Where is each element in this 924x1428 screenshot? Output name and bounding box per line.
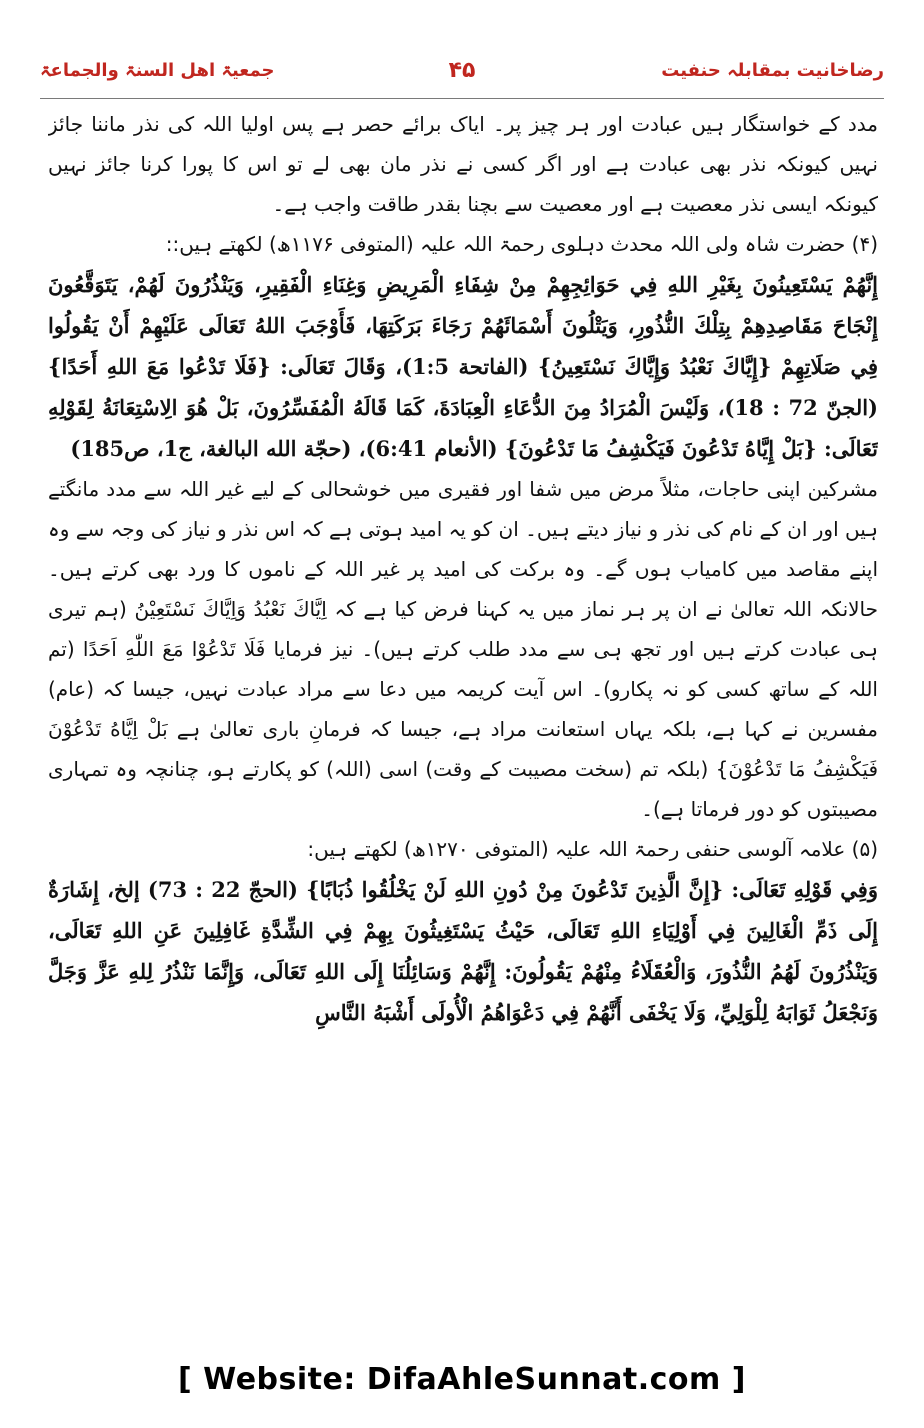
website-footer: [ Website: DifaAhleSunnat.com ] xyxy=(178,1362,746,1397)
header-divider xyxy=(40,98,884,99)
quote-arabic-alusi: وَفِي قَوْلِهِ تَعَالَى: {إِنَّ الَّذِينَ تَدْعُونَ مِنْ دُونِ اللهِ لَنْ يَخْلُقُوا ذُبَابًا} (الحجّ 22 : 73) إلخ، إِشَارَةٌ إِلَى ذَمِّ الْغَالِينَ فِي أَوْلِيَاءِ اللهِ تَعَالَى، حَيْثُ يَسْتَغِيثُونَ بِهِمْ فِي الشِّدَّةِ غَافِلِينَ عَنِ اللهِ تَعَالَى، وَيَنْذُرُونَ لَهُمُ النُّذُورَ، وَالْعُقَلَاءُ مِنْهُمْ يَقُولُونَ: إِنَّهُمْ وَسَائِلُنَا إِلَى اللهِ تَعَالَى، وَإِنَّمَا نَنْذُرُ لِلهِ عَزَّ وَجَلَّ وَنَجْعَلُ ثَوَابَهُ لِلْوَلِيِّ، وَلَا يَخْفَى أَنَّهُمْ فِي دَعْوَاهُمُ الْأُولَى أَشْبَهُ النَّاسِ xyxy=(48,877,878,1025)
page-number: ۴۵ xyxy=(448,58,476,83)
heading-shah-waliullah: (۴) حضرت شاہ ولی اللہ محدث دہلوی رحمۃ اللہ علیہ (المتوفی ۱۱۷۶ھ) لکھتے ہیں:: xyxy=(165,232,878,256)
quote-arabic-hujjatullah: إِنَّهُمْ يَسْتَعِينُونَ بِغَيْرِ اللهِ فِي حَوَائِجِهِمْ مِنْ شِفَاءِ الْمَرِيضِ وَغِنَاءِ الْفَقِيرِ، وَيَنْذُرُونَ لَهُمْ، يَتَوَقَّعُونَ إِنْجَاحَ مَقَاصِدِهِمْ بِتِلْكَ النُّذُورِ، وَيَتْلُونَ أَسْمَائَهُمْ رَجَاءَ بَرَكَتِهَا، فَأَوْجَبَ اللهُ تَعَالَى عَلَيْهِمْ أَنْ يَقُولُوا فِي صَلَاتِهِمْ {إِيَّاكَ نَعْبُدُ وَإِيَّاكَ نَسْتَعِينُ} (الفاتحة 1:5)، وَقَالَ تَعَالَى: {فَلَا تَدْعُوا مَعَ اللهِ أَحَدًا} (الجنّ 72 : 18)، وَلَيْسَ الْمُرَادُ مِنَ الدُّعَاءِ الْعِبَادَةَ، كَمَا قَالَهُ الْمُفَسِّرُونَ، بَلْ هُوَ الِاسْتِعَانَةُ لِقَوْلِهِ تَعَالَى: {بَلْ إِيَّاهُ تَدْعُونَ فَيَكْشِفُ مَا تَدْعُونَ} (الأنعام 6:41)، (حجّة الله البالغة، ج1، ص185) xyxy=(48,272,878,461)
publisher-name: جمعیۃ اهل السنۃ والجماعۃ xyxy=(40,60,275,81)
heading-alusi: (۵) علامہ آلوسی حنفی رحمۃ اللہ علیہ (المتوفی ۱۲۷۰ھ) لکھتے ہیں: xyxy=(307,837,878,861)
paragraph-urdu-translation: مشرکین اپنی حاجات، مثلاً مرض میں شفا اور فقیری میں خوشحالی کے لیے غیر اللہ سے مدد مانگتے ہیں اور ان کے نام کی نذر و نیاز دیتے ہیں۔ ان کو یہ امید ہوتی ہے کہ اس نذر و نیاز کی وجہ سے وہ اپنے مقاصد میں کامیاب ہوں گے۔ وہ برکت کی امید پر غیر اللہ کے ناموں کا ورد بھی کرتے ہیں۔ حالانکہ اللہ تعالیٰ نے ان پر ہر نماز میں یہ کہنا فرض کیا ہے کہ اِيَّاكَ نَعْبُدُ وَاِيَّاكَ نَسْتَعِيْنُ (ہم تیری ہی عبادت کرتے ہیں اور تجھ ہی سے مدد طلب کرتے ہیں)۔ نیز فرمایا فَلَا تَدْعُوْا مَعَ اللّٰهِ اَحَدًا (تم اللہ کے ساتھ کسی کو نہ پکارو)۔ اس آیت کریمہ میں دعا سے مراد عبادت نہیں، جیسا کہ (عام) مفسرین نے کہا ہے، بلکہ یہاں استعانت مراد ہے، جیسا کہ فرمانِ باری تعالیٰ ہے بَلْ اِيَّاهُ تَدْعُوْنَ فَيَكْشِفُ مَا تَدْعُوْنَ} (بلکہ تم (سخت مصیبت کے وقت) اسی (اللہ) کو پکارتے ہو، چنانچہ وہ تمہاری مصیبتوں کو دور فرماتا ہے)۔ xyxy=(48,477,878,821)
book-title: رضاخانیت بمقابلہ حنفیت xyxy=(661,60,884,81)
page-header xyxy=(40,58,884,90)
paragraph-urdu-intro: مدد کے خواستگار ہیں عبادت اور ہر چیز پر۔ ایاک برائے حصر ہے پس اولیا اللہ کی نذر ماننا جائز نہیں کیونکہ نذر بھی عبادت ہے اور اگر کسی نے نذر مان بھی لے تو اس کا پورا کرنا جائز نہیں کیونکہ ایسی نذر معصیت ہے اور معصیت سے بچنا بقدر طاقت واجب ہے۔ xyxy=(48,112,878,216)
page-body xyxy=(48,104,878,1344)
